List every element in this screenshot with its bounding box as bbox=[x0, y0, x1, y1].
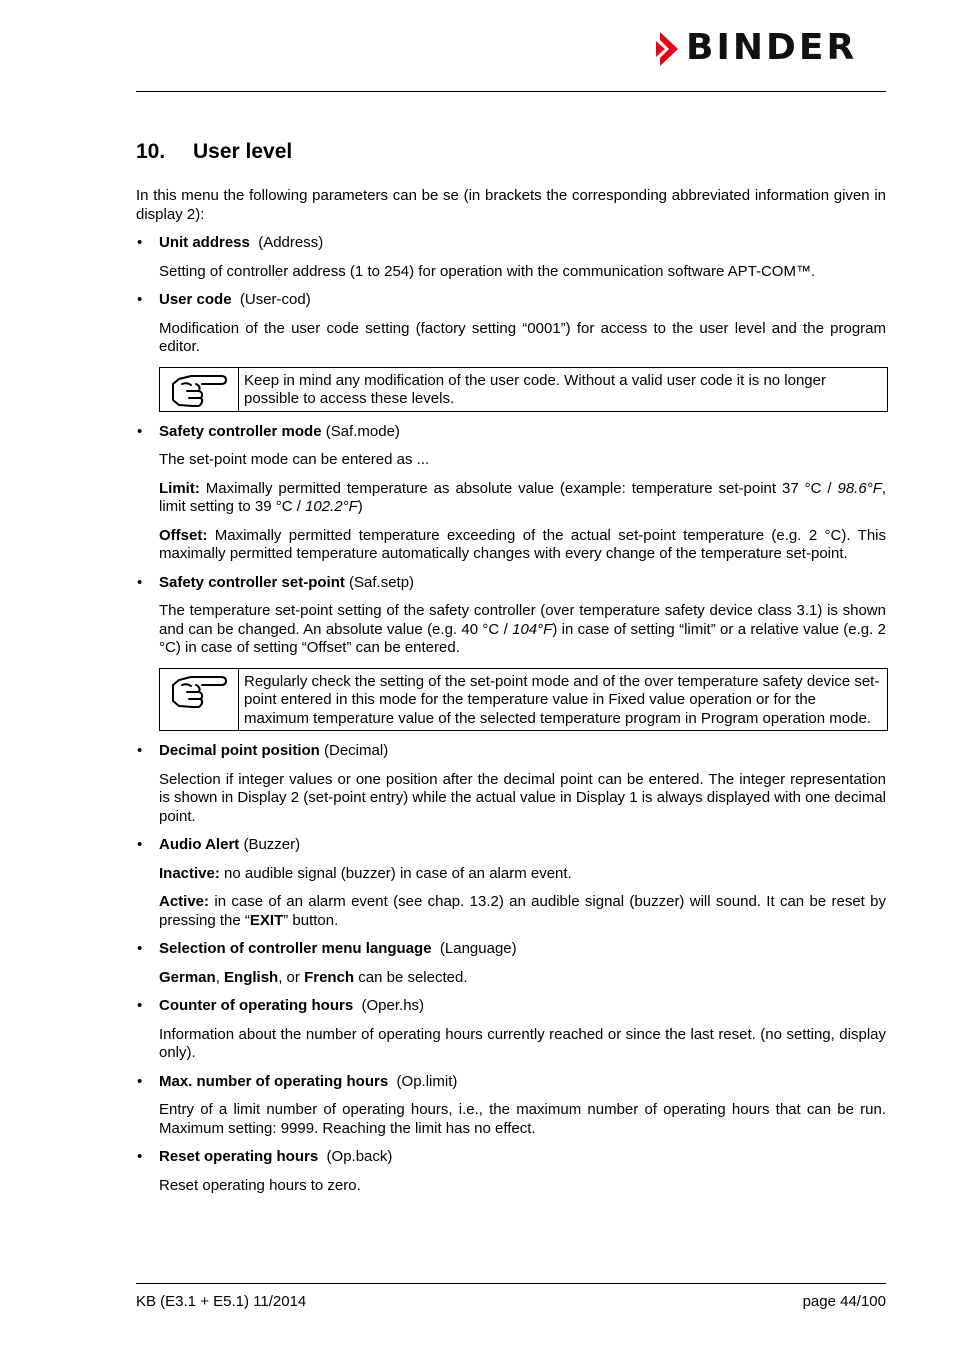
item-abbr: (Decimal) bbox=[324, 742, 389, 759]
page-content bbox=[136, 138, 886, 1205]
separator: , or bbox=[278, 968, 305, 986]
pointing-hand-icon bbox=[169, 372, 229, 410]
page-footer bbox=[136, 1293, 886, 1312]
item-abbr: (User-cod) bbox=[239, 291, 311, 308]
item-label: Audio Alert bbox=[159, 836, 240, 853]
section-number: 10. bbox=[136, 140, 166, 163]
note-text: Regularly check the setting of the set-point mode and of the over temperature safety device set-point entered in this mode for the temperature value in Fixed value operation or for the maximum temperature value of the selected temperature program in Program operation mode. bbox=[244, 672, 880, 727]
item-abbr: (Saf.setp) bbox=[349, 573, 415, 591]
note-text: Keep in mind any modification of the user code. Without a valid user code it is no longer possible to access these levels. bbox=[244, 371, 826, 407]
list-item bbox=[136, 997, 886, 1016]
inactive-text: no audible signal (buzzer) in case of an alarm event. bbox=[224, 864, 572, 882]
item-description: Information about the number of operating hours currently reached or since the last reset. (no setting, display only). bbox=[159, 1025, 886, 1061]
list-item bbox=[136, 1073, 886, 1092]
item-description: Selection if integer values or one position after the decimal point can be entered. The integer representation is shown in Display 2 (set-point entry) while the actual value in Display 1 is always displayed with one decimal point. bbox=[159, 770, 887, 825]
item-label: Max. number of operating hours bbox=[159, 1072, 389, 1090]
limit-label: Limit: bbox=[159, 479, 200, 497]
item-abbr: (Language) bbox=[439, 940, 517, 957]
item-description bbox=[159, 602, 886, 658]
list-item bbox=[136, 234, 886, 253]
language-english: English bbox=[224, 968, 279, 986]
item-label: Unit address bbox=[159, 234, 250, 251]
active-text-1: in case of an alarm event (see chap. 13.2) an audible signal (buzzer) will sound. It can be reset by pressing the “ bbox=[159, 893, 887, 929]
brand-name: BINDER bbox=[686, 27, 858, 68]
active-text-2: ” button. bbox=[283, 911, 339, 929]
note-icon-cell bbox=[160, 368, 239, 411]
binder-logo bbox=[656, 27, 888, 68]
item-abbr: (Buzzer) bbox=[243, 836, 301, 853]
list-item bbox=[136, 291, 886, 310]
list-item bbox=[136, 940, 886, 959]
exit-keyword: EXIT bbox=[249, 911, 284, 929]
item-abbr: (Op.limit) bbox=[396, 1072, 458, 1090]
setpoint-fahrenheit: 104°F bbox=[512, 620, 553, 638]
binder-logo-mark-icon bbox=[656, 32, 682, 66]
item-label: Selection of controller menu language bbox=[159, 940, 432, 957]
limit-text-2: , limit setting to 39 °C / bbox=[159, 479, 887, 515]
note-box bbox=[159, 367, 888, 412]
inactive-paragraph bbox=[159, 865, 886, 884]
item-abbr: (Address) bbox=[258, 234, 324, 251]
pointing-hand-icon bbox=[169, 673, 229, 711]
language-tail: can be selected. bbox=[354, 968, 468, 986]
note-icon-cell bbox=[160, 669, 239, 731]
separator: , bbox=[215, 968, 225, 986]
note-box bbox=[159, 668, 888, 732]
limit-fahrenheit-1: 98.6°F bbox=[837, 479, 882, 497]
header-rule bbox=[136, 91, 886, 92]
limit-paragraph bbox=[159, 480, 886, 517]
inactive-label: Inactive: bbox=[159, 864, 220, 882]
item-abbr: (Op.back) bbox=[326, 1148, 393, 1165]
language-french: French bbox=[304, 968, 355, 986]
item-abbr: (Oper.hs) bbox=[361, 997, 425, 1014]
limit-fahrenheit-2: 102.2°F bbox=[305, 498, 358, 515]
section-heading bbox=[136, 138, 886, 166]
item-label: Safety controller set-point bbox=[159, 573, 345, 591]
item-label: User code bbox=[159, 291, 232, 308]
section-title: User level bbox=[193, 140, 293, 163]
document-id: KB (E3.1 + E5.1) 11/2014 bbox=[136, 1293, 307, 1310]
offset-label: Offset: bbox=[159, 526, 208, 544]
item-description: The set-point mode can be entered as ... bbox=[159, 451, 430, 468]
item-label: Reset operating hours bbox=[159, 1148, 319, 1165]
list-item bbox=[136, 1148, 886, 1167]
item-label: Safety controller mode bbox=[159, 422, 322, 440]
active-paragraph bbox=[159, 893, 886, 930]
limit-text-3: ) bbox=[357, 498, 363, 515]
page-number: page 44/100 bbox=[802, 1293, 886, 1310]
item-label: Decimal point position bbox=[159, 742, 320, 759]
limit-text: Maximally permitted temperature as absolute value (example: temperature set-point 37 °C / bbox=[205, 479, 832, 497]
item-description: Modification of the user code setting (factory setting “0001”) for access to the user level and the program editor. bbox=[159, 319, 886, 355]
list-item bbox=[136, 423, 886, 442]
item-label: Counter of operating hours bbox=[159, 997, 354, 1014]
language-german: German bbox=[159, 968, 216, 986]
setpoint-text-2: ) in case of setting “limit” or a relative value (e.g. 2 °C) in case of setting “Offset” can be entered. bbox=[159, 620, 886, 656]
item-description: Reset operating hours to zero. bbox=[159, 1176, 361, 1194]
item-abbr: (Saf.mode) bbox=[325, 422, 400, 440]
language-options bbox=[159, 969, 886, 988]
offset-paragraph bbox=[159, 527, 886, 564]
intro-paragraph: In this menu the following parameters can be se (in brackets the corresponding abbreviated information given in display 2): bbox=[136, 187, 886, 223]
footer-rule bbox=[136, 1283, 886, 1284]
active-label: Active: bbox=[159, 893, 210, 910]
list-item bbox=[136, 742, 886, 761]
setpoint-text-1: The temperature set-point setting of the safety controller (over temperature safety device class 3.1) is shown and can be changed. An absolute value (e.g. 40 °C / bbox=[159, 602, 886, 638]
offset-text: Maximally permitted temperature exceeding of the actual set-point temperature (e.g. 2 °C). This maximally permitted temperature automatically changes with every change of the temperature set-point. bbox=[159, 526, 886, 562]
item-description: Setting of controller address (1 to 254) for operation with the communication software APT-COM™. bbox=[159, 262, 816, 280]
list-item bbox=[136, 836, 886, 855]
item-description: Entry of a limit number of operating hours, i.e., the maximum number of operating hours that can be run. Maximum setting: 9999. Reaching the limit has no effect. bbox=[159, 1101, 886, 1137]
list-item bbox=[136, 574, 886, 593]
